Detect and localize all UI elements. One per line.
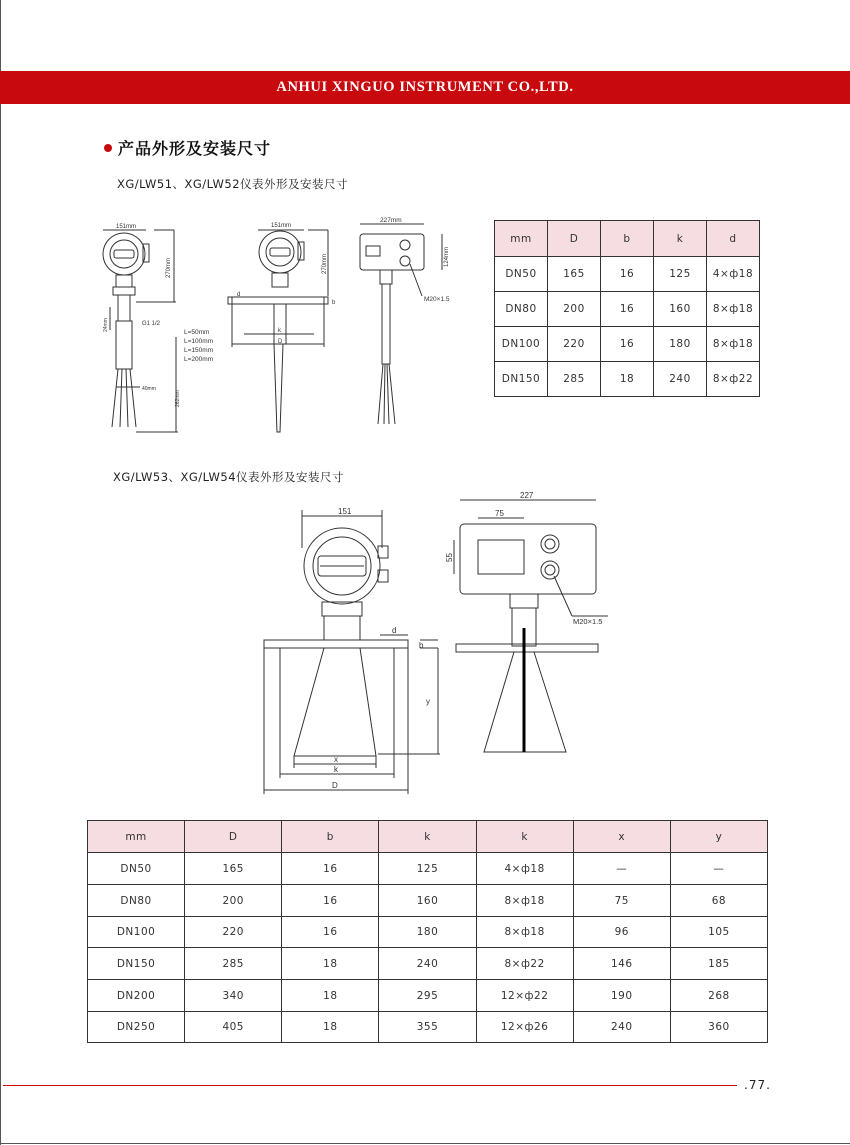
table-cell: 18 — [282, 948, 379, 980]
section-title — [104, 136, 271, 159]
front-x-label: x — [334, 755, 338, 764]
table-cell: 295 — [379, 980, 476, 1012]
l-value-1: L=50mm — [184, 329, 210, 336]
d1-width-label: 151mm — [116, 224, 137, 230]
section-title-text: 产品外形及安装尺寸 — [118, 139, 272, 158]
table-row — [88, 980, 768, 1012]
instrument-side-drawing — [360, 224, 442, 424]
table-row — [495, 257, 760, 292]
table-lw51-lw52 — [494, 220, 760, 397]
group1-subtitle: XG/LW51、XG/LW52仪表外形及安装尺寸 — [117, 177, 349, 191]
group2-subtitle: XG/LW53、XG/LW54仪表外形及安装尺寸 — [113, 470, 345, 484]
table-cell: 165 — [548, 257, 601, 292]
table-cell: 16 — [282, 853, 379, 885]
table-cell: 220 — [548, 327, 601, 362]
front-D-label: D — [332, 781, 338, 790]
table-cell: 18 — [282, 980, 379, 1012]
table-cell: 68 — [670, 885, 767, 917]
table-cell: DN150 — [88, 948, 185, 980]
table-cell: 4×ф18 — [707, 257, 760, 292]
table-header-row — [495, 221, 760, 257]
d2-d-label: d — [237, 292, 241, 298]
front-width-label: 151 — [338, 507, 352, 516]
table-cell: 16 — [282, 917, 379, 948]
table-cell: 8×ф22 — [476, 948, 573, 980]
footer-divider — [3, 1085, 737, 1086]
table-cell: 185 — [670, 948, 767, 980]
table-header-cell: y — [670, 821, 767, 853]
table-cell: 160 — [654, 292, 707, 327]
table-header-cell: x — [573, 821, 670, 853]
page-frame-left — [0, 0, 1, 1145]
table-cell: 360 — [670, 1012, 767, 1043]
l-value-3: L=150mm — [184, 347, 214, 354]
d3-height-label: 124mm — [444, 246, 450, 267]
table-cell: DN80 — [495, 292, 548, 327]
table-header-cell: D — [185, 821, 282, 853]
table-cell: 285 — [548, 362, 601, 397]
table-cell: 240 — [379, 948, 476, 980]
table-cell: 220 — [185, 917, 282, 948]
l-value-2: L=100mm — [184, 338, 214, 345]
table-row — [495, 362, 760, 397]
table-cell: 8×ф22 — [707, 362, 760, 397]
company-name: ANHUI XINGUO INSTRUMENT CO.,LTD. — [276, 79, 574, 95]
table-cell: 240 — [573, 1012, 670, 1043]
table-header-cell: k — [476, 821, 573, 853]
d2-width-label: 151mm — [271, 223, 292, 229]
table-cell: 16 — [282, 885, 379, 917]
table-cell: 340 — [185, 980, 282, 1012]
table-cell: 268 — [670, 980, 767, 1012]
table-cell: 8×ф18 — [476, 885, 573, 917]
table-cell: DN100 — [88, 917, 185, 948]
table-row — [88, 917, 768, 948]
horn-front-drawing — [264, 510, 440, 794]
table-header-cell: b — [282, 821, 379, 853]
table-row — [88, 853, 768, 885]
d1-fork-len-label: 262mm — [175, 390, 181, 407]
table-cell: 200 — [185, 885, 282, 917]
table-cell: DN250 — [88, 1012, 185, 1043]
drawing-lw51-lw52 — [96, 212, 486, 446]
table-cell: 16 — [601, 257, 654, 292]
table-cell: 16 — [601, 327, 654, 362]
table-cell: 180 — [654, 327, 707, 362]
table-cell: DN150 — [495, 362, 548, 397]
table-header-cell: mm — [88, 821, 185, 853]
table-row — [88, 948, 768, 980]
page-frame-bottom — [0, 1143, 850, 1144]
table-header-cell: d — [707, 221, 760, 257]
table-header-cell: D — [548, 221, 601, 257]
d1-fork-label: 40mm — [142, 386, 156, 392]
table-cell: 355 — [379, 1012, 476, 1043]
d3-width-label: 227mm — [380, 217, 402, 224]
table-cell: 165 — [185, 853, 282, 885]
table-header-cell: b — [601, 221, 654, 257]
table-row — [88, 1012, 768, 1043]
table-cell: 160 — [379, 885, 476, 917]
table-cell: 240 — [654, 362, 707, 397]
side-inner-label: 75 — [495, 509, 504, 518]
drawing-lw53-lw54 — [258, 488, 608, 802]
side-height-label: 55 — [445, 553, 454, 562]
table-cell: 105 — [670, 917, 767, 948]
table-cell: 285 — [185, 948, 282, 980]
front-d-label: d — [392, 626, 397, 635]
side-thread-label: M20×1.5 — [573, 617, 603, 626]
table-cell: 125 — [654, 257, 707, 292]
side-width-label: 227 — [520, 491, 534, 500]
table-cell: 75 — [573, 885, 670, 917]
page-number: .77. — [744, 1078, 771, 1092]
table-cell: DN100 — [495, 327, 548, 362]
table-cell: — — [573, 853, 670, 885]
table-cell: 125 — [379, 853, 476, 885]
table-cell: DN200 — [88, 980, 185, 1012]
table-cell: 8×ф18 — [707, 292, 760, 327]
table-row — [88, 885, 768, 917]
table-cell: DN80 — [88, 885, 185, 917]
d2-height-label: 270mm — [322, 253, 328, 274]
table-header-row — [88, 821, 768, 853]
table-cell: 96 — [573, 917, 670, 948]
d2-b-label: b — [332, 300, 336, 306]
front-y-label: y — [426, 697, 430, 706]
table-cell: 405 — [185, 1012, 282, 1043]
table-cell: 18 — [601, 362, 654, 397]
table-cell: 12×ф22 — [476, 980, 573, 1012]
front-k-label: k — [334, 765, 338, 774]
table-cell: 180 — [379, 917, 476, 948]
d1-thread-len-label: 24mm — [103, 318, 109, 332]
table-row — [495, 292, 760, 327]
table-header-cell: mm — [495, 221, 548, 257]
table-cell: 4×ф18 — [476, 853, 573, 885]
horn-side-drawing — [454, 500, 608, 752]
d1-thread-label: G1 1/2 — [142, 321, 161, 327]
front-b-label: b — [419, 641, 424, 650]
table-cell: DN50 — [495, 257, 548, 292]
d1-height-label: 270mm — [166, 257, 172, 278]
d2-k-label: k — [278, 328, 281, 334]
header-banner — [0, 71, 850, 104]
table-header-cell: k — [654, 221, 707, 257]
d2-D-label: D — [278, 339, 283, 345]
table-cell: 8×ф18 — [476, 917, 573, 948]
table-cell: 146 — [573, 948, 670, 980]
table-cell: — — [670, 853, 767, 885]
table-cell: 190 — [573, 980, 670, 1012]
d3-thread-label: M20×1.5 — [424, 296, 450, 303]
table-header-cell: k — [379, 821, 476, 853]
table-lw53-lw54 — [87, 820, 768, 1043]
table-cell: 8×ф18 — [707, 327, 760, 362]
l-value-4: L=200mm — [184, 356, 214, 363]
table-cell: 18 — [282, 1012, 379, 1043]
table-cell: DN50 — [88, 853, 185, 885]
table-cell: 200 — [548, 292, 601, 327]
table-cell: 12×ф26 — [476, 1012, 573, 1043]
table-row — [495, 327, 760, 362]
table-cell: 16 — [601, 292, 654, 327]
